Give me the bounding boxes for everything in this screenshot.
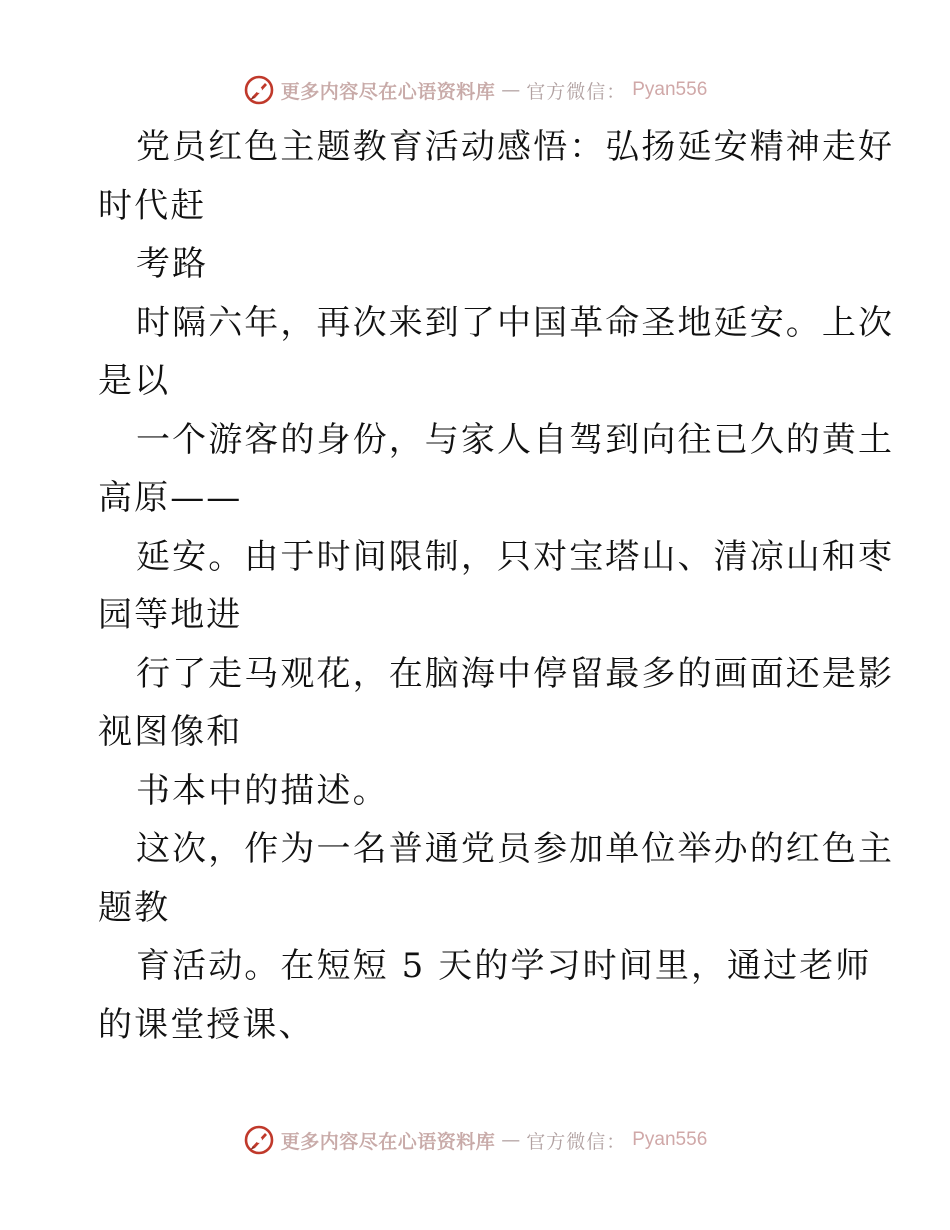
document-line: 育活动。在短短 5 天的学习时间里，通过老师 bbox=[136, 946, 872, 986]
document-line: 高原—— bbox=[98, 478, 243, 518]
document-line: 题教 bbox=[98, 887, 171, 928]
header-wechat-label: 官方微信： bbox=[526, 80, 627, 103]
header-site-text: 更多内容尽在心语资料库 bbox=[280, 80, 496, 103]
document-line: 考路 bbox=[136, 244, 209, 284]
document-line: 时隔六年，再次来到了中国革命圣地延安。上次 bbox=[136, 302, 895, 343]
quill-logo-icon bbox=[243, 1124, 275, 1156]
quill-logo-icon bbox=[243, 74, 275, 106]
document-line: 党员红色主题教育活动感悟：弘扬延安精神走好 bbox=[136, 127, 895, 167]
document-line: 的课堂授课、 bbox=[98, 1004, 315, 1045]
footer-separator: — bbox=[501, 1129, 521, 1151]
header-wechat-id: Pyan556 bbox=[632, 79, 708, 100]
footer-banner bbox=[0, 1120, 950, 1160]
document-body bbox=[98, 118, 895, 1054]
document-line: 园等地进 bbox=[98, 595, 243, 635]
header-separator: — bbox=[501, 79, 521, 101]
document-line: 视图像和 bbox=[98, 712, 243, 752]
footer-wechat-id: Pyan556 bbox=[632, 1129, 708, 1150]
footer-site-text: 更多内容尽在心语资料库 bbox=[280, 1130, 496, 1153]
header-banner bbox=[0, 70, 950, 110]
document-line: 一个游客的身份，与家人自驾到向往已久的黄土 bbox=[136, 419, 895, 460]
document-line: 延安。由于时间限制，只对宝塔山、清凉山和枣 bbox=[136, 536, 895, 577]
document-line: 行了走马观花，在脑海中停留最多的画面还是影 bbox=[136, 653, 895, 694]
document-line: 书本中的描述。 bbox=[136, 770, 389, 811]
document-line: 是以 bbox=[98, 361, 171, 401]
document-line: 这次，作为一名普通党员参加单位举办的红色主 bbox=[136, 829, 895, 869]
footer-wechat-label: 官方微信： bbox=[526, 1130, 627, 1153]
document-line: 时代赶 bbox=[98, 185, 207, 226]
